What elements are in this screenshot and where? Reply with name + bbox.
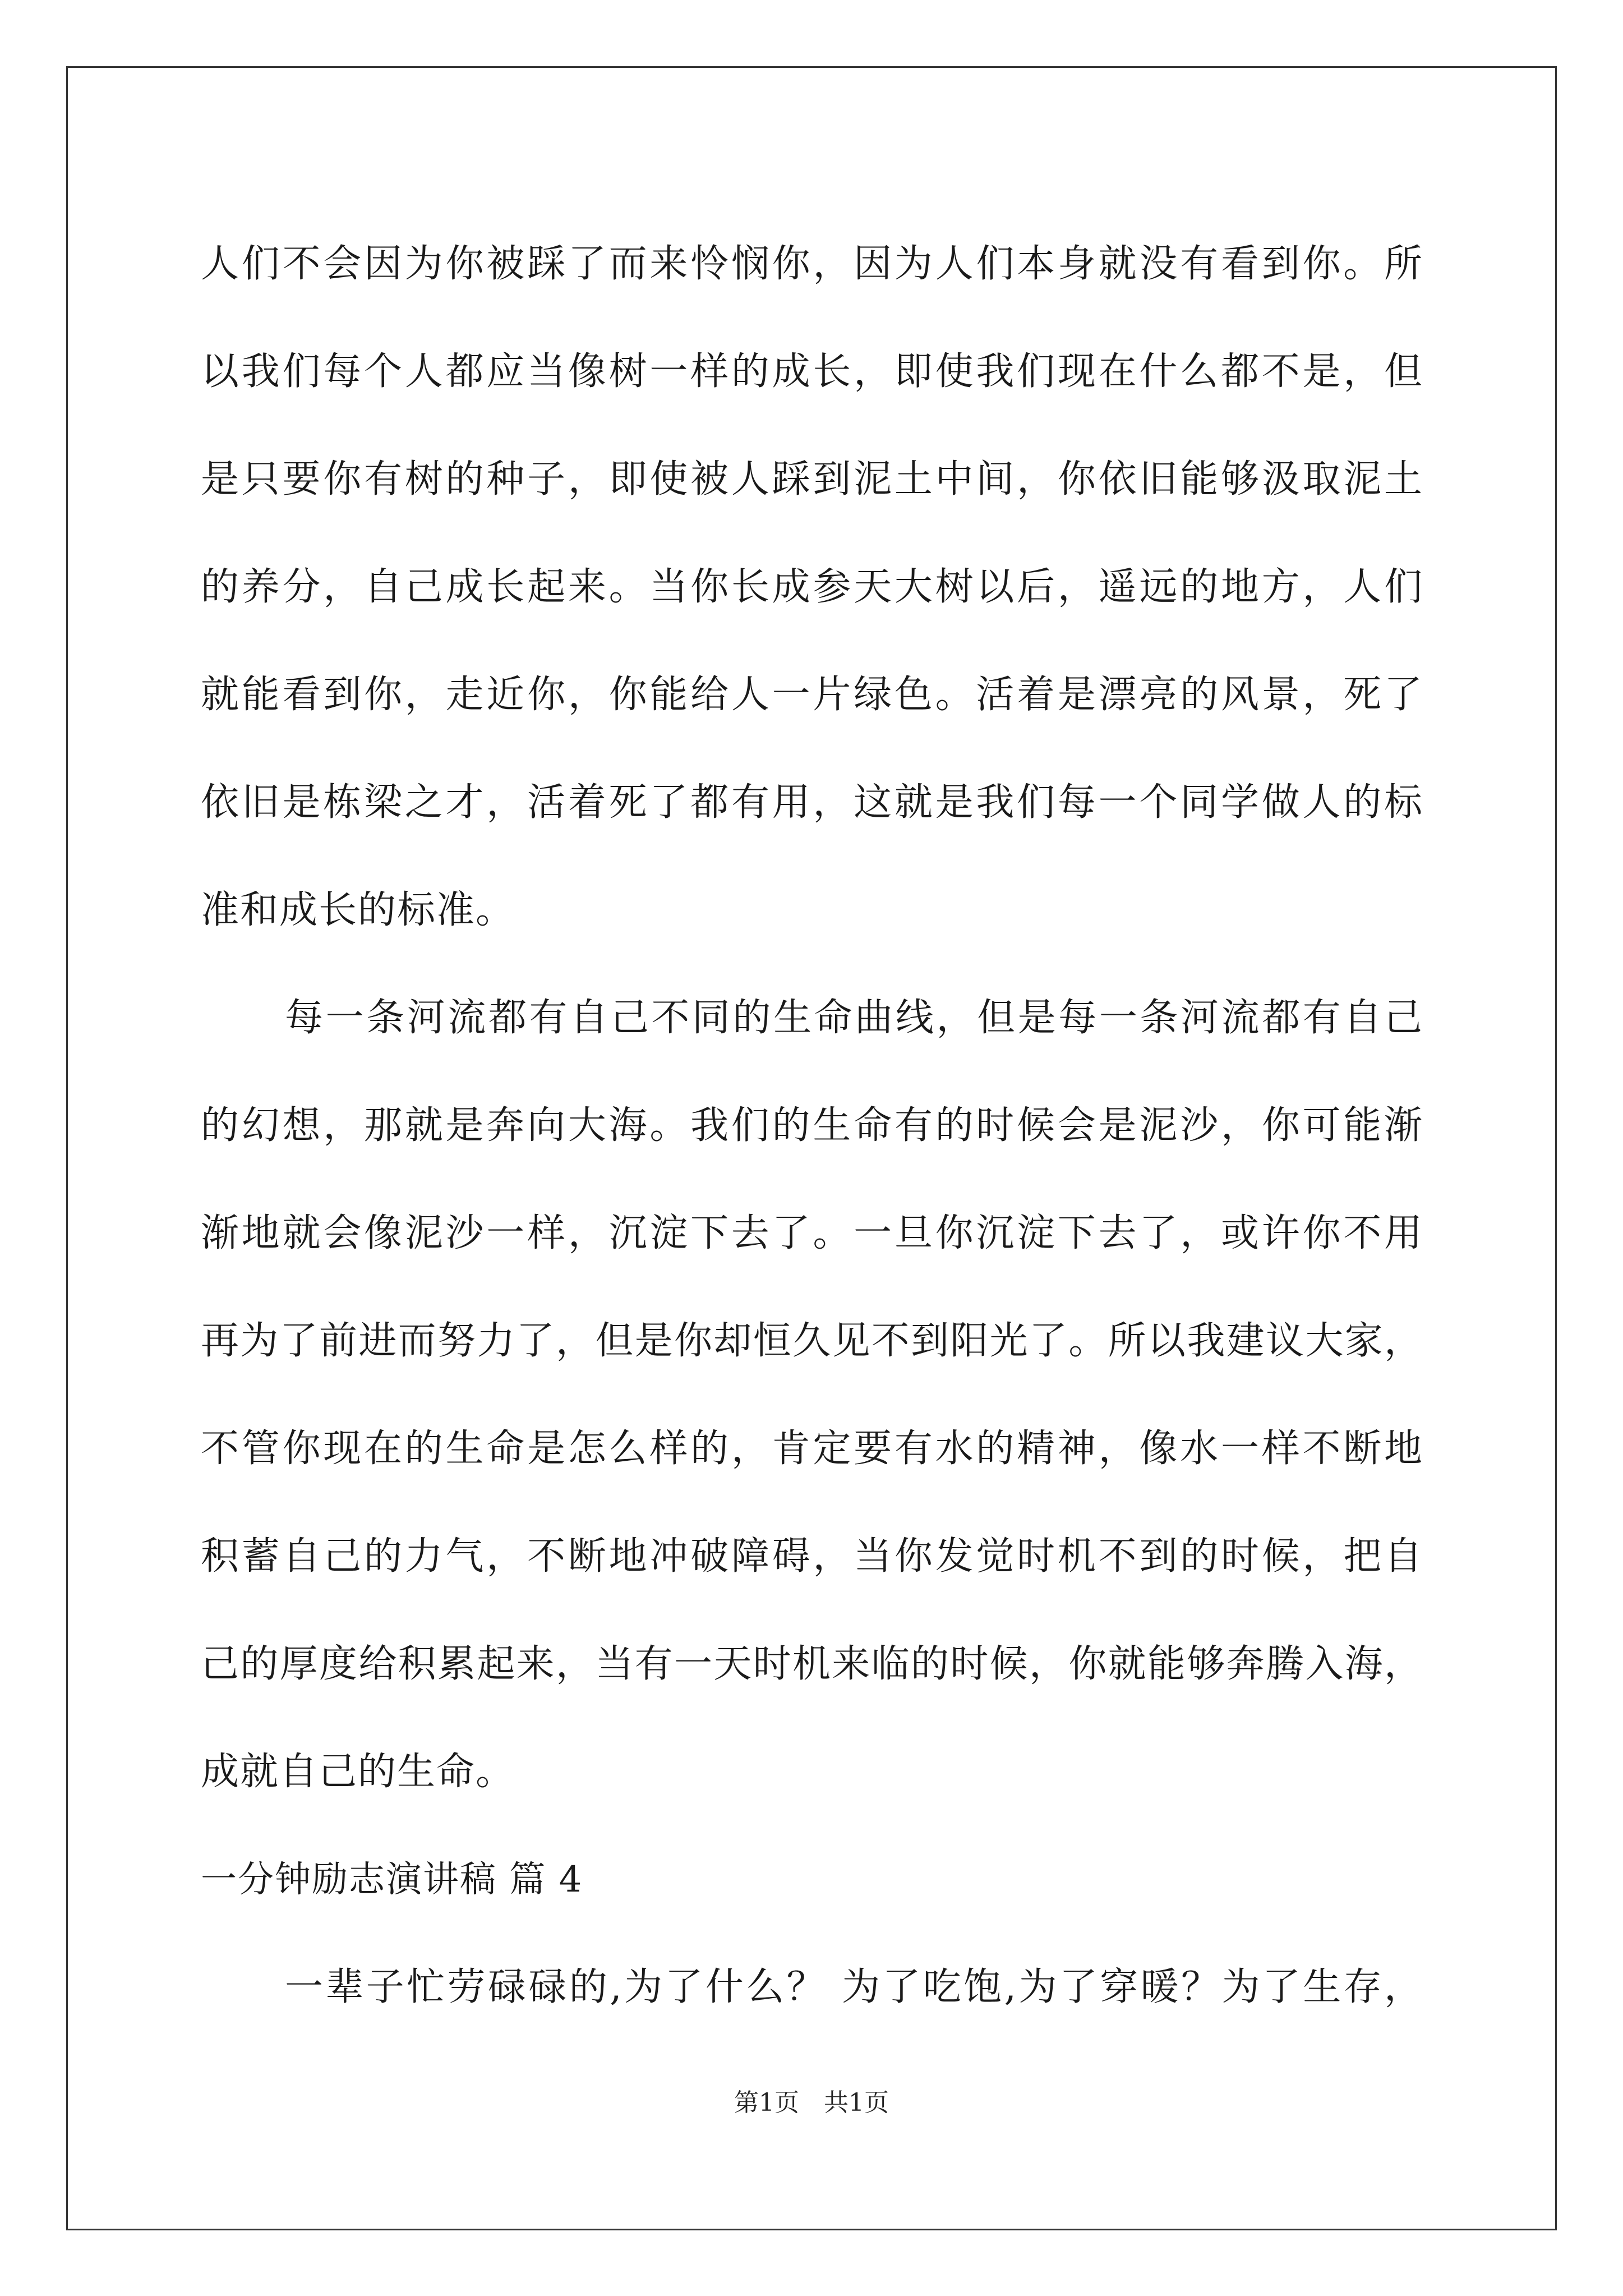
text-line: 人们不会因为你被踩了而来怜悯你，因为人们本身就没有看到你。所 xyxy=(201,242,1423,286)
text-line: 的养分，自己成长起来。当你长成参天大树以后，遥远的地方，人们 xyxy=(201,565,1423,609)
text-line: 己的厚度给积累起来，当有一天时机来临的时候，你就能够奔腾入海， xyxy=(201,1642,1423,1686)
text-line: 积蓄自己的力气，不断地冲破障碍，当你发觉时机不到的时候，把自 xyxy=(201,1534,1423,1579)
text-line: 以我们每个人都应当像树一样的成长，即使我们现在什么都不是，但 xyxy=(201,349,1423,394)
paragraph-1 xyxy=(201,210,1423,964)
page-number-footer: 第1页 共1页 xyxy=(734,2088,889,2117)
paragraph-3 xyxy=(201,1934,1423,2041)
text-line: 再为了前进而努力了，但是你却恒久见不到阳光了。所以我建议大家， xyxy=(201,1319,1423,1363)
text-line: 成就自己的生命。 xyxy=(201,1750,515,1794)
text-line: 渐地就会像泥沙一样，沉淀下去了。一旦你沉淀下去了，或许你不用 xyxy=(201,1211,1423,1255)
paragraph-2 xyxy=(201,964,1423,1826)
text-line: 不管你现在的生命是怎么样的，肯定要有水的精神，像水一样不断地 xyxy=(201,1427,1423,1471)
text-line: 准和成长的标准。 xyxy=(201,888,515,932)
text-line: 每一条河流都有自己不同的生命曲线，但是每一条河流都有自己 xyxy=(285,996,1423,1040)
section-heading: 一分钟励志演讲稿 篇 4 xyxy=(201,1859,583,1901)
text-line: 一辈子忙劳碌碌的,为了什么？ 为了吃饱,为了穿暖？为了生存， xyxy=(285,1965,1423,2009)
document-body xyxy=(201,210,1423,2041)
text-line: 就能看到你，走近你，你能给人一片绿色。活着是漂亮的风景，死了 xyxy=(201,673,1423,717)
text-line: 依旧是栋梁之才，活着死了都有用，这就是我们每一个同学做人的标 xyxy=(201,780,1423,825)
text-line: 的幻想，那就是奔向大海。我们的生命有的时候会是泥沙，你可能渐 xyxy=(201,1103,1423,1148)
text-line: 是只要你有树的种子，即使被人踩到泥土中间，你依旧能够汲取泥土 xyxy=(201,457,1423,501)
